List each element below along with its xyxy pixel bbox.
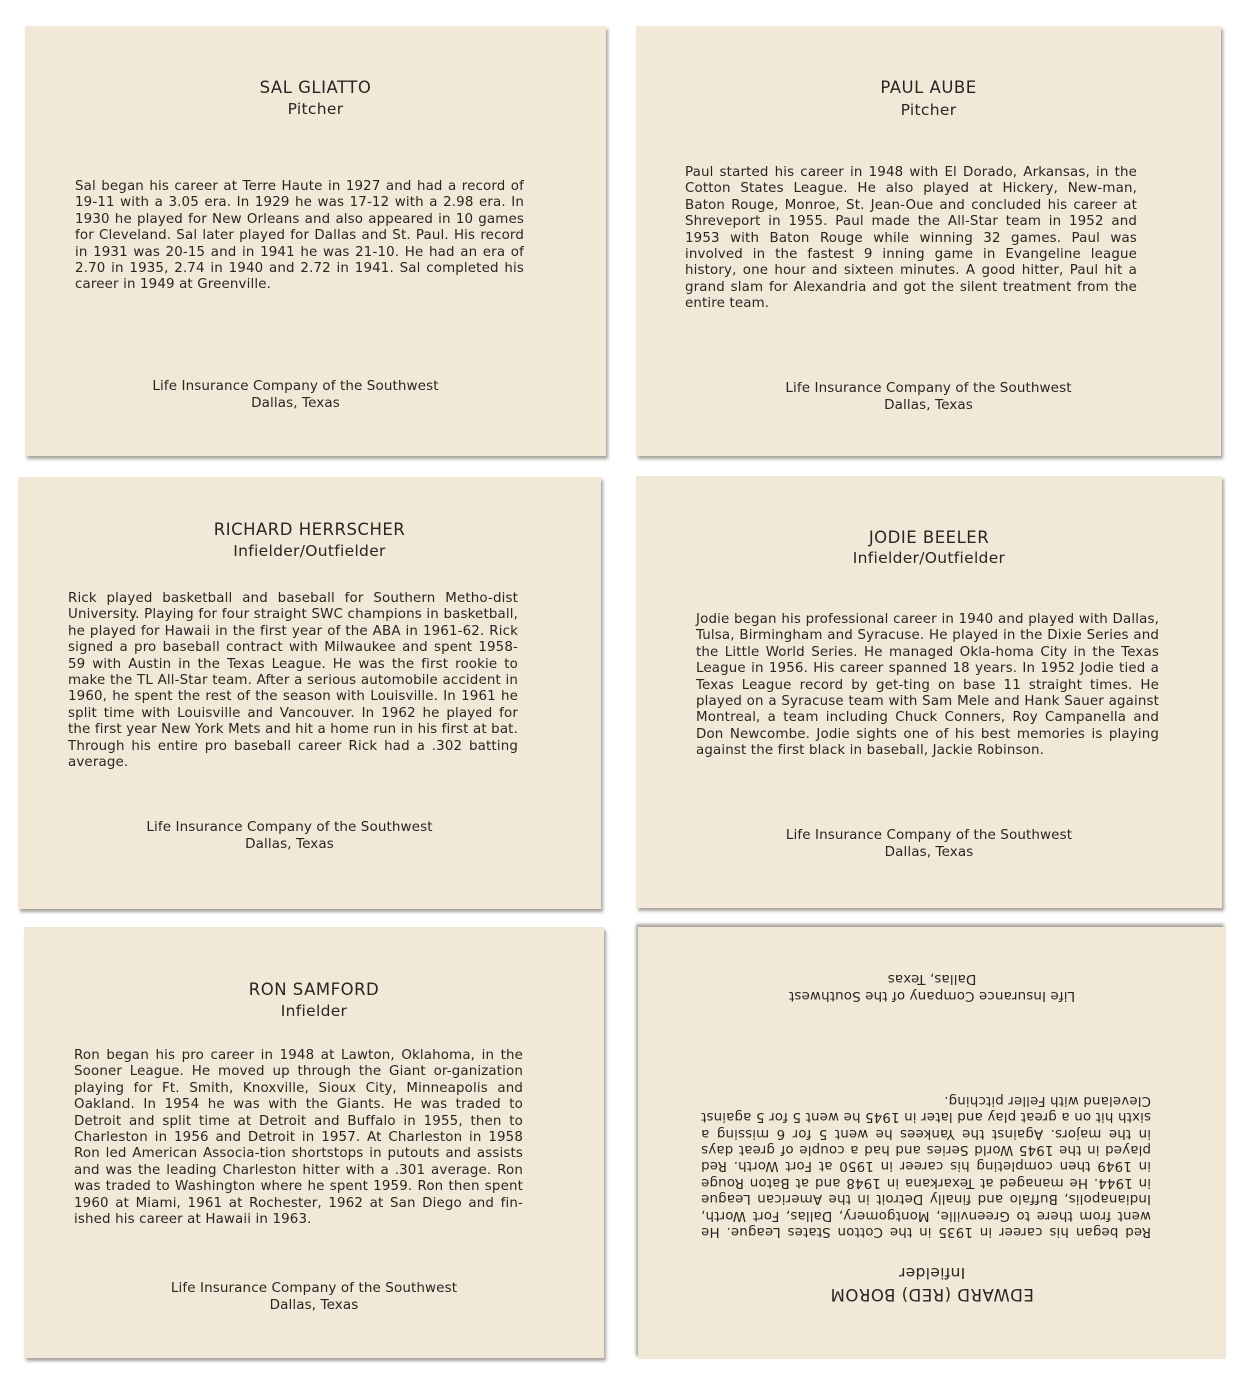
card-footer xyxy=(24,1280,604,1314)
player-name: RON SAMFORD xyxy=(248,980,380,999)
player-bio: Jodie began his professional career in 1940 and played with Dallas, Tulsa, Birmingham and Syracuse. He played in the Dixie Series and the Little World Series. He managed Okla-homa City in the Texas League in 1956. His career spanned 18 years. In 1952 Jodie tied a Texas League record by get-ting on base 11 straight times. He played on a Syracuse team with Sam Mele and Hank Sauer against Montreal, a team including Chuck Conners, Roy Campanella and Don Newcombe. Jodie sights one of his best memories is playing against the first black in baseball, Jackie Robinson. xyxy=(696,612,1159,759)
player-position: Infielder xyxy=(280,1002,348,1020)
player-position: Infielder/Outfielder xyxy=(233,542,386,560)
card-footer xyxy=(638,970,1226,1004)
player-bio: Ron began his pro career in 1948 at Lawton, Oklahoma, in the Sooner League. He moved up through the Giant or-ganization playing for Ft. Smith, Knoxville, Sioux City, Minneapolis and Oakland. In 1954 he was with the Giants. He was traded to Detroit and split time at Detroit and Buffalo in 1955, then to Charleston in 1956 and Detroit in 1957. At Charleston in 1958 Ron led American Associa-tion shortstops in putouts and assists and was the leading Charleston hitter with a .301 average. Ron was traded to Washington where he spent 1959. Ron then spent 1960 at Miami, 1961 at Rochester, 1962 at San Diego and fin-ished his career at Hawaii in 1963. xyxy=(74,1048,523,1228)
player-card-richard-herrscher xyxy=(18,477,601,909)
footer-company: Life Insurance Company of the Southwest xyxy=(788,988,1076,1004)
footer-company: Life Insurance Company of the Southwest xyxy=(152,378,439,394)
player-name: PAUL AUBE xyxy=(880,78,977,97)
player-name: SAL GLIATTO xyxy=(259,78,372,97)
player-position: Pitcher xyxy=(287,100,344,118)
player-name: EDWARD (RED) BOROM xyxy=(830,1285,1034,1304)
card-footer xyxy=(636,380,1221,414)
player-card-paul-aube xyxy=(636,26,1221,456)
player-bio: Rick played basketball and baseball for Southern Metho-dist University. Playing for four straight SWC champions in basketball, he played for Hawaii in the first year of the ABA in 1961-62. Rick signed a pro baseball contract with Milwaukee and spent 1958-59 with Austin in the Texas League. He was the first rookie to make the TL All-Star team. After a serious automobile accident in 1960, he spent the rest of the season with Louisville. In 1961 he split time with Louisville and Vancouver. In 1962 he played for the first year New York Mets and hit a home run in his first at bat. Through his entire pro baseball career Rick had a .302 batting average. xyxy=(68,591,518,771)
footer-city: Dallas, Texas xyxy=(269,1297,359,1313)
player-bio: Red began his career in 1935 in the Cotton States League. He went from there to Greenville, Montgomery, Dallas, Fort Worth, Indianapolis, Buffalo and finally Detroit in the American League in 1944. He managed at Texarkana in 1948 and at Baton Rouge in 1949 then completing his career in 1950 at Fort Worth. Red played in the 1945 World Series and had a couple of great days in the majors. Against the Yankees he went 5 for 6 missing a sixth hit on a great play and later in 1945 he went 5 for 5 against Cleveland with Feller pitching. xyxy=(701,1092,1151,1239)
footer-city: Dallas, Texas xyxy=(251,395,340,411)
footer-city: Dallas, Texas xyxy=(884,397,973,413)
footer-city: Dallas, Texas xyxy=(245,836,334,852)
footer-company: Life Insurance Company of the Southwest xyxy=(785,380,1072,396)
player-card-edward-borom-upside-down xyxy=(638,927,1226,1359)
player-bio: Paul started his career in 1948 with El Dorado, Arkansas, in the Cotton States League. He also played at Hickery, New-man, Baton Rouge, Monroe, St. Jean-Oue and concluded his career at Shreveport in 1955. Paul made the All-Star team in 1952 and 1953 with Baton Rouge while winning 32 games. Paul was involved in the fastest 9 inning game in Evangeline league history, one hour and sixteen minutes. A good hitter, Paul hit a grand slam for Alexandria and got the silent treatment from the entire team. xyxy=(685,165,1137,312)
footer-company: Life Insurance Company of the Southwest xyxy=(785,827,1073,843)
player-position: Pitcher xyxy=(900,101,957,119)
card-footer xyxy=(0,378,606,412)
player-position: Infielder xyxy=(898,1264,966,1282)
player-position: Infielder/Outfielder xyxy=(852,549,1006,567)
player-card-jodie-beeler xyxy=(636,476,1222,908)
player-name: RICHARD HERRSCHER xyxy=(213,520,406,539)
footer-city: Dallas, Texas xyxy=(887,971,977,987)
player-name: JODIE BEELER xyxy=(868,528,990,547)
player-card-ron-samford xyxy=(24,927,604,1358)
footer-company: Life Insurance Company of the Southwest xyxy=(170,1280,458,1296)
player-bio: Sal began his career at Terre Haute in 1927 and had a record of 19-11 with a 3.05 era. In 1929 he was 17-12 with a 2.98 era. In 1930 he played for New Orleans and also appeared in 10 games for Cleveland. Sal later played for Dallas and St. Paul. His record in 1931 was 20-15 and in 1941 he was 21-10. He had an era of 2.70 in 1935, 2.74 in 1940 and 2.72 in 1941. Sal completed his career in 1949 at Greenville. xyxy=(75,179,524,293)
player-card-sal-gliatto xyxy=(25,26,606,456)
footer-company: Life Insurance Company of the Southwest xyxy=(146,819,433,835)
footer-city: Dallas, Texas xyxy=(884,844,974,860)
card-footer xyxy=(0,819,601,853)
card-footer xyxy=(636,827,1222,861)
